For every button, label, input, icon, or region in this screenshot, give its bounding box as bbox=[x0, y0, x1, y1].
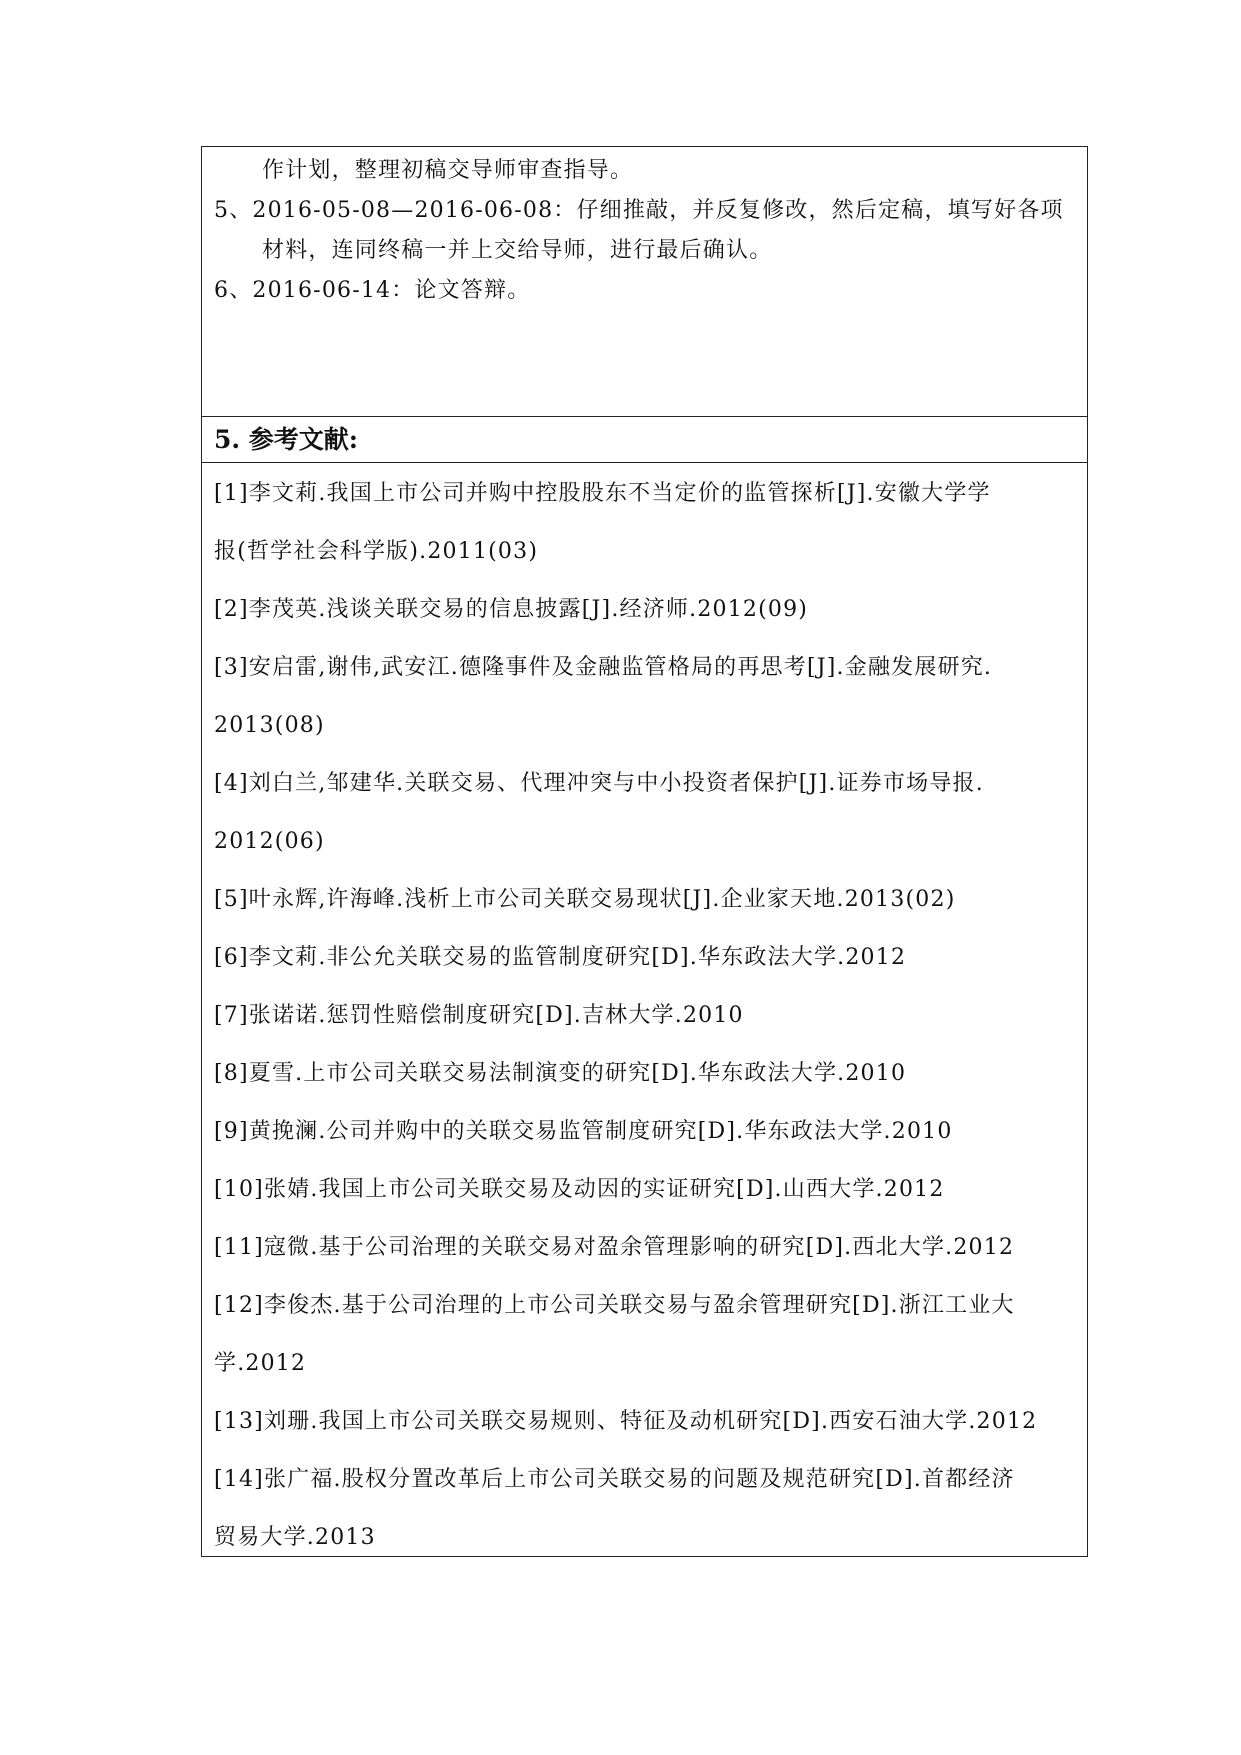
reference-line: 报(哲学社会科学版).2011(03) bbox=[214, 539, 539, 564]
reference-line: [6]李文莉.非公允关联交易的监管制度研究[D].华东政法大学.2012 bbox=[214, 945, 907, 970]
reference-line: [3]安启雷,谢伟,武安江.德隆事件及金融监管格局的再思考[J].金融发展研究. bbox=[214, 655, 993, 680]
references-heading-row bbox=[202, 417, 1087, 463]
reference-line: 2012(06) bbox=[214, 829, 325, 854]
reference-line: 2013(08) bbox=[214, 713, 325, 738]
schedule-line: 6、2016-06-14：论文答辩。 bbox=[214, 278, 531, 303]
reference-line: [11]寇微.基于公司治理的关联交易对盈余管理影响的研究[D].西北大学.2012 bbox=[214, 1235, 1015, 1260]
schedule-line: 作计划，整理初稿交导师审查指导。 bbox=[262, 158, 634, 183]
reference-line: [5]叶永辉,许海峰.浅析上市公司关联交易现状[J].企业家天地.2013(02) bbox=[214, 887, 956, 912]
reference-line: 学.2012 bbox=[214, 1351, 307, 1376]
reference-line: [8]夏雪.上市公司关联交易法制演变的研究[D].华东政法大学.2010 bbox=[214, 1061, 907, 1086]
schedule-line: 5、2016-05-08—2016-06-08：仔细推敲，并反复修改，然后定稿，填写好各项 bbox=[214, 198, 1064, 223]
reference-line: [13]刘珊.我国上市公司关联交易规则、特征及动机研究[D].西安石油大学.2012 bbox=[214, 1409, 1038, 1434]
schedule-line: 材料，连同终稿一并上交给导师，进行最后确认。 bbox=[262, 238, 773, 263]
document-table bbox=[201, 146, 1088, 1557]
reference-line: [12]李俊杰.基于公司治理的上市公司关联交易与盈余管理研究[D].浙江工业大 bbox=[214, 1293, 1015, 1318]
reference-line: [4]刘白兰,邹建华.关联交易、代理冲突与中小投资者保护[J].证券市场导报. bbox=[214, 771, 984, 796]
reference-line: [14]张广福.股权分置改革后上市公司关联交易的问题及规范研究[D].首都经济 bbox=[214, 1467, 1015, 1492]
schedule-cell bbox=[202, 147, 1087, 417]
reference-line: 贸易大学.2013 bbox=[214, 1525, 376, 1550]
reference-line: [9]黄挽澜.公司并购中的关联交易监管制度研究[D].华东政法大学.2010 bbox=[214, 1119, 953, 1144]
reference-line: [1]李文莉.我国上市公司并购中控股股东不当定价的监管探析[J].安徽大学学 bbox=[214, 481, 991, 506]
reference-line: [7]张诺诺.惩罚性赔偿制度研究[D].吉林大学.2010 bbox=[214, 1003, 744, 1028]
reference-line: [10]张婧.我国上市公司关联交易及动因的实证研究[D].山西大学.2012 bbox=[214, 1177, 945, 1202]
reference-line: [2]李茂英.浅谈关联交易的信息披露[J].经济师.2012(09) bbox=[214, 597, 809, 622]
references-heading: 5. 参考文献: bbox=[214, 425, 359, 454]
